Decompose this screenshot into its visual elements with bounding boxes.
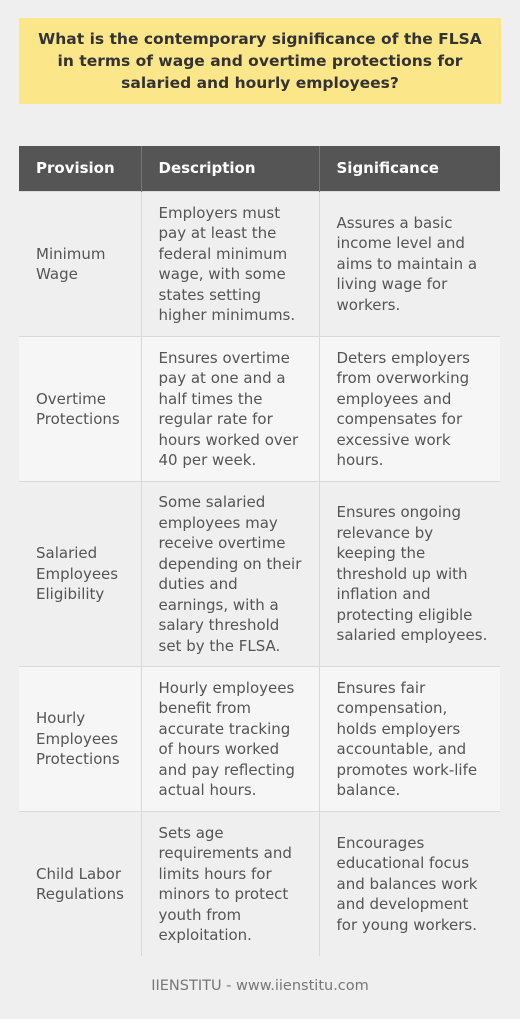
description-cell: Sets age requirements and limits hours for minors to protect youth from exploitation. <box>141 812 319 957</box>
header-significance: Significance <box>319 146 500 192</box>
provision-cell: Salaried Employees Eligibility <box>19 482 141 667</box>
footer-credit: IIENSTITU - www.iienstitu.com <box>151 978 369 994</box>
description-cell: Hourly employees benefit from accurate tracking of hours worked and pay reflecting actual hours. <box>141 667 319 812</box>
table-row <box>19 337 500 482</box>
provision-cell: Child Labor Regulations <box>19 812 141 957</box>
table-row <box>19 667 500 812</box>
provision-cell: Minimum Wage <box>19 192 141 337</box>
description-cell: Employers must pay at least the federal minimum wage, with some states setting higher minimums. <box>141 192 319 337</box>
table-row <box>19 192 500 337</box>
description-cell: Ensures overtime pay at one and a half times the regular rate for hours worked over 40 per week. <box>141 337 319 482</box>
significance-cell: Ensures ongoing relevance by keeping the threshold up with inflation and protecting eligible salaried employees. <box>319 482 500 667</box>
header-provision: Provision <box>19 146 141 192</box>
table-row <box>19 482 500 667</box>
header-description: Description <box>141 146 319 192</box>
significance-cell: Deters employers from overworking employees and compensates for excessive work hours. <box>319 337 500 482</box>
table-row <box>19 812 500 957</box>
description-cell: Some salaried employees may receive overtime depending on their duties and earnings, with a salary threshold set by the FLSA. <box>141 482 319 667</box>
significance-cell: Encourages educational focus and balances work and development for young workers. <box>319 812 500 957</box>
provision-cell: Hourly Employees Protections <box>19 667 141 812</box>
significance-cell: Ensures fair compensation, holds employers accountable, and promotes work-life balance. <box>319 667 500 812</box>
table-header-row <box>19 146 500 192</box>
significance-cell: Assures a basic income level and aims to maintain a living wage for workers. <box>319 192 500 337</box>
provisions-table <box>19 146 500 956</box>
provision-cell: Overtime Protections <box>19 337 141 482</box>
page-title: What is the contemporary significance of the FLSA in terms of wage and overtime protections for salaried and hourly employees? <box>19 18 501 104</box>
